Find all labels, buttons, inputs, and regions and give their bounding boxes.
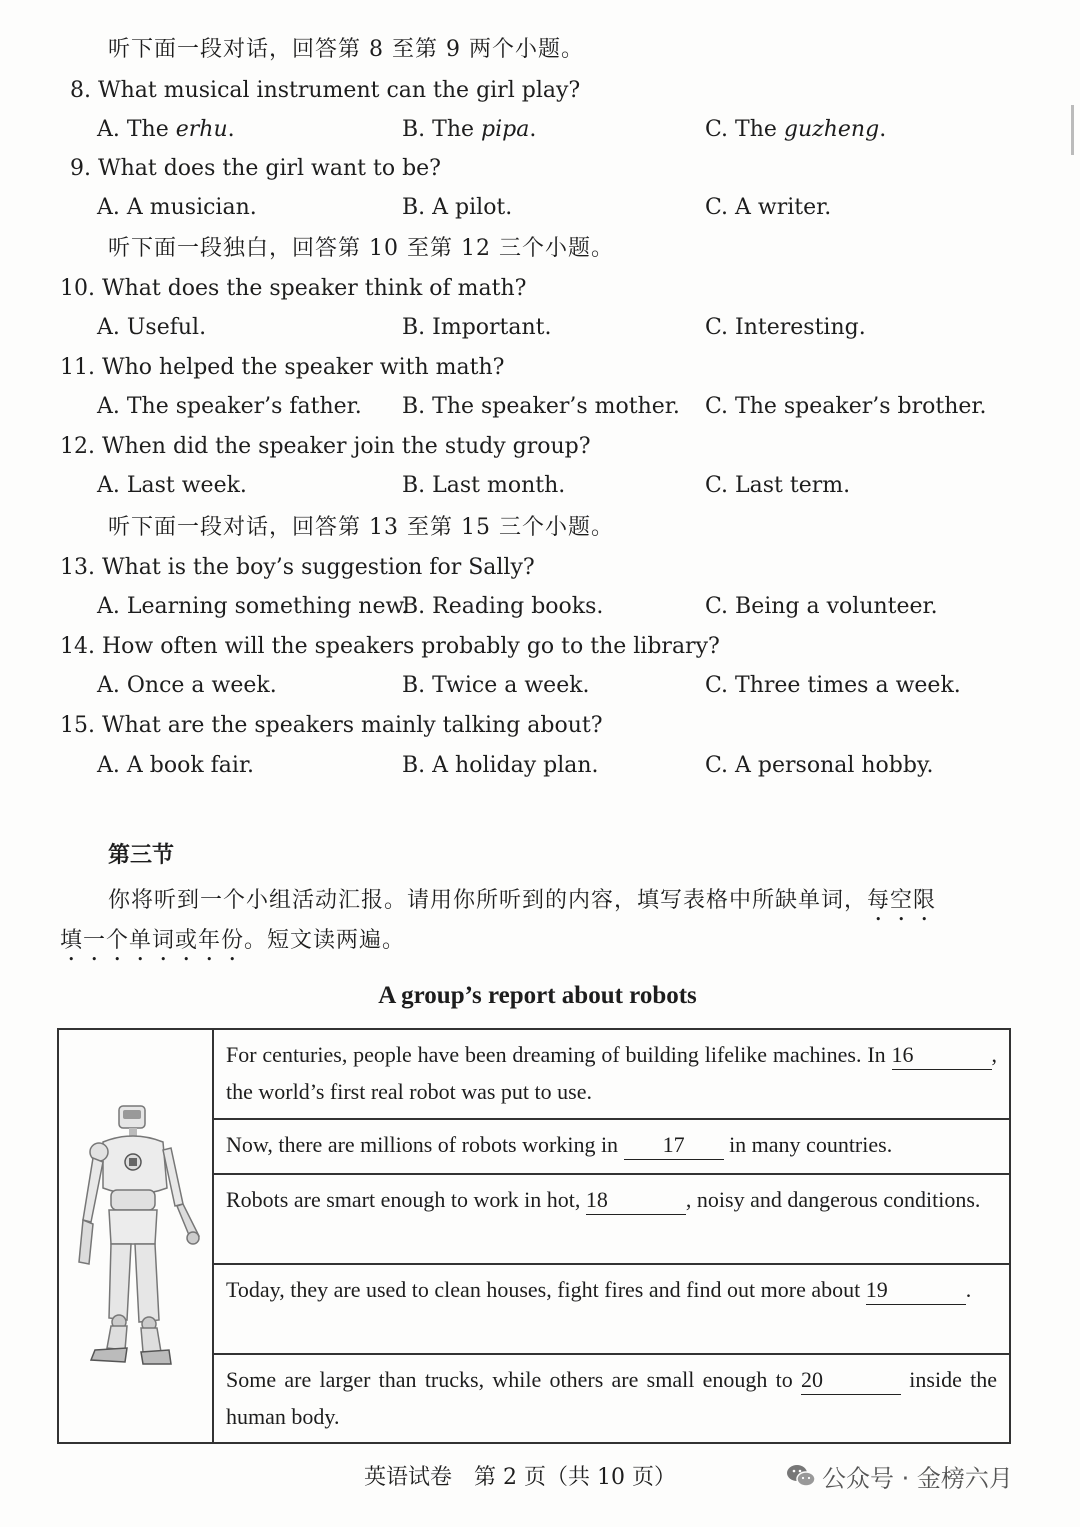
watermark [786,1463,1013,1496]
question-10: 10. What does the speaker think of math? [60,276,527,301]
q15-option-c: C. A personal hobby. [705,753,934,778]
q9-option-a: A. A musician. [97,195,257,220]
question-9: 9. What does the girl want to be? [70,156,441,181]
q14-option-b: B. Twice a week. [402,673,590,698]
table-row: Some are larger than trucks, while others are small enough to 20 inside the human body. [226,1367,997,1429]
q12-option-a: A. Last week. [97,473,247,498]
question-14: 14. How often will the speakers probably go to the library? [60,634,720,659]
q11-option-b: B. The speaker’s mother. [402,394,680,419]
question-13: 13. What is the boy’s suggestion for Sally? [60,555,535,580]
instruction-q10-12: 听下面一段独白，回答第 10 至第 12 三个小题。 [108,236,614,261]
q11-option-a: A. The speaker’s father. [97,394,362,419]
q10-option-b: B. Important. [402,315,552,340]
table-row: Now, there are millions of robots working in 17 in many countries. [214,1120,1009,1175]
q13-option-a: A. Learning something new. [97,594,409,619]
blank-19[interactable]: 19 [866,1276,966,1305]
robot-illustration [59,1030,212,1442]
q9-option-c: C. A writer. [705,195,832,220]
instruction-q13-15: 听下面一段对话，回答第 13 至第 15 三个小题。 [108,515,614,540]
watermark-text: 公众号 · 金榜六月 [822,1464,1013,1493]
section3-instruction-line2: 填一个单词或年份。短文读两遍。 [60,928,406,953]
robot-illustration-cell [59,1030,214,1442]
q12-option-c: C. Last term. [705,473,851,498]
q10-option-a: A. Useful. [97,315,207,340]
q10-option-c: C. Interesting. [705,315,866,340]
page-footer: 英语试卷 第 2 页（共 10 页） [364,1465,676,1490]
table-row: Today, they are used to clean houses, fight fires and find out more about 19 . [214,1265,1009,1355]
robot-report-table [57,1028,1011,1444]
question-15: 15. What are the speakers mainly talking about? [60,713,603,738]
q9-option-b: B. A pilot. [402,195,513,220]
q8-option-c: C. The guzheng. [705,117,887,142]
section-heading: 第三节 [108,843,175,868]
blank-18[interactable]: 18 [586,1186,686,1215]
q12-option-b: B. Last month. [402,473,566,498]
blank-16[interactable]: 16 [892,1041,992,1070]
q8-option-b: B. The pipa. [402,117,537,142]
table-row: Robots are smart enough to work in hot, 18 , noisy and dangerous conditions. [214,1175,1009,1265]
question-8: 8. What musical instrument can the girl play? [70,78,581,103]
q13-option-b: B. Reading books. [402,594,604,619]
q8-option-a: A. The erhu. [97,117,235,142]
q13-option-c: C. Being a volunteer. [705,594,938,619]
blank-17[interactable]: 17 [624,1131,724,1160]
q14-option-c: C. Three times a week. [705,673,961,698]
q15-option-a: A. A book fair. [97,753,255,778]
q11-option-c: C. The speaker’s brother. [705,394,987,419]
wechat-icon [786,1463,816,1496]
q14-option-a: A. Once a week. [97,673,277,698]
table-row: For centuries, people have been dreaming of building lifelike machines. In 16 , the world’s first real robot was put to use. [214,1030,1009,1120]
question-11: 11. Who helped the speaker with math? [60,355,505,380]
question-12: 12. When did the speaker join the study group? [60,434,591,459]
blank-20[interactable]: 20 [801,1366,901,1395]
instruction-q8-9: 听下面一段对话，回答第 8 至第 9 两个小题。 [108,37,584,62]
q15-option-b: B. A holiday plan. [402,753,599,778]
section3-instruction-line1: 你将听到一个小组活动汇报。请用你所听到的内容，填写表格中所缺单词，每空限 [108,888,937,913]
table-title: A group’s report about robots [378,982,697,1009]
scan-edge-mark [1071,105,1074,155]
